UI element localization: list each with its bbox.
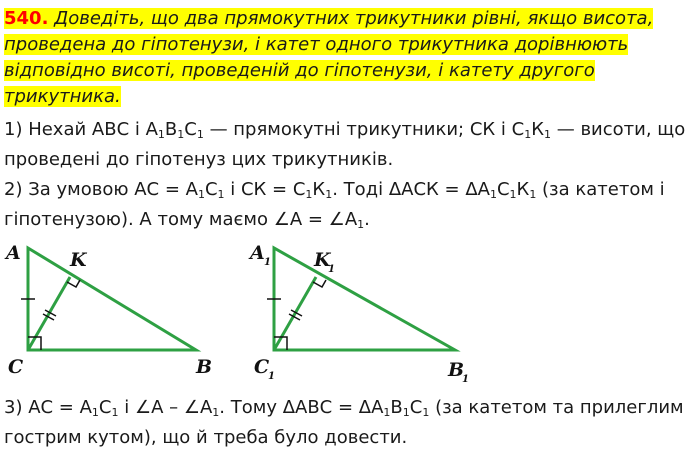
step-2-text: С xyxy=(204,179,218,200)
vertex-label-a1: A xyxy=(250,242,265,264)
step-2 xyxy=(4,175,688,235)
vertex-subscript: 1 xyxy=(462,374,469,385)
altitude-ck xyxy=(28,277,70,350)
subscript: 1 xyxy=(509,188,517,201)
step-3-text: В xyxy=(390,397,403,418)
step-3-text: 3) АС = А xyxy=(4,397,92,418)
subscript: 1 xyxy=(196,128,204,141)
step-3 xyxy=(4,393,688,453)
step-2-text: (за катетом і гіпотенузою). А тому маємо ∠А = ∠А xyxy=(4,179,665,230)
subscript: 1 xyxy=(111,406,119,419)
subscript: 1 xyxy=(157,128,165,141)
problem-number: 540. xyxy=(4,8,49,29)
subscript: 1 xyxy=(212,406,220,419)
subscript: 1 xyxy=(383,406,391,419)
problem-highlight xyxy=(4,8,653,107)
vertex-label-a: A xyxy=(6,242,21,264)
subscript: 1 xyxy=(489,188,497,201)
step-2-text: і СК = С xyxy=(224,179,306,200)
vertex-label-k1: K xyxy=(314,249,331,271)
step-2-text: . xyxy=(364,209,370,230)
subscript: 1 xyxy=(177,128,185,141)
subscript: 1 xyxy=(402,406,410,419)
triangle-a1b1c1 xyxy=(248,242,469,385)
subscript: 1 xyxy=(325,188,333,201)
vertex-label-c1: C xyxy=(254,356,270,378)
step-1-text: К xyxy=(531,119,544,140)
step-2-text: 2) За умовою АС = А xyxy=(4,179,198,200)
step-1-text: В xyxy=(164,119,178,140)
step-1-text: — висоти, що проведені до гіпотенуз цих трикутників. xyxy=(4,119,686,170)
vertex-label-b1: B xyxy=(448,359,465,381)
subscript: 1 xyxy=(422,406,430,419)
step-3-text: . Тому ΔАВС = ΔА xyxy=(219,397,384,418)
subscript: 1 xyxy=(217,188,225,201)
vertex-label-c: C xyxy=(8,356,24,378)
problem-text: Доведіть, що два прямокутних трикутники рівні, якщо висота, проведена до гіпотенузи, і катет одного трикутника дорівнюють відповідно висоті, проведеній до гіпотенузи, і катету другого трикутника. xyxy=(4,8,654,107)
step-2-text: К xyxy=(312,179,326,200)
altitude-c1k1 xyxy=(274,277,316,350)
subscript: 1 xyxy=(524,128,532,141)
vertex-label-b: B xyxy=(196,356,213,378)
subscript: 1 xyxy=(91,406,99,419)
step-1-text: 1) Нехай АВС і А xyxy=(4,119,158,140)
subscript: 1 xyxy=(357,218,365,231)
step-3-text: С xyxy=(98,397,112,418)
step-2-text: . Тоді ΔАСК = ΔА xyxy=(332,179,490,200)
triangle-figures xyxy=(0,236,695,386)
triangle-abc-sides xyxy=(28,248,196,350)
subscript: 1 xyxy=(197,188,205,201)
step-2-text: С xyxy=(496,179,510,200)
step-3-text: (за катетом та прилеглим гострим кутом), що й треба було довести. xyxy=(4,397,684,448)
vertex-subscript: 1 xyxy=(328,264,335,275)
vertex-label-k: K xyxy=(70,249,87,271)
step-1 xyxy=(4,115,688,175)
subscript: 1 xyxy=(529,188,537,201)
step-3-text: і ∠А – ∠А xyxy=(118,397,213,418)
problem-statement xyxy=(4,6,688,110)
step-3-text: С xyxy=(409,397,423,418)
vertex-subscript: 1 xyxy=(268,371,275,382)
triangle-a1b1c1-sides xyxy=(274,248,455,350)
step-1-text: — прямокутні трикутники; СК і С xyxy=(203,119,525,140)
triangle-abc xyxy=(4,242,212,378)
subscript: 1 xyxy=(305,188,313,201)
step-2-text: К xyxy=(516,179,530,200)
vertex-subscript: 1 xyxy=(264,257,271,268)
step-1-text: С xyxy=(184,119,197,140)
subscript: 1 xyxy=(544,128,551,141)
